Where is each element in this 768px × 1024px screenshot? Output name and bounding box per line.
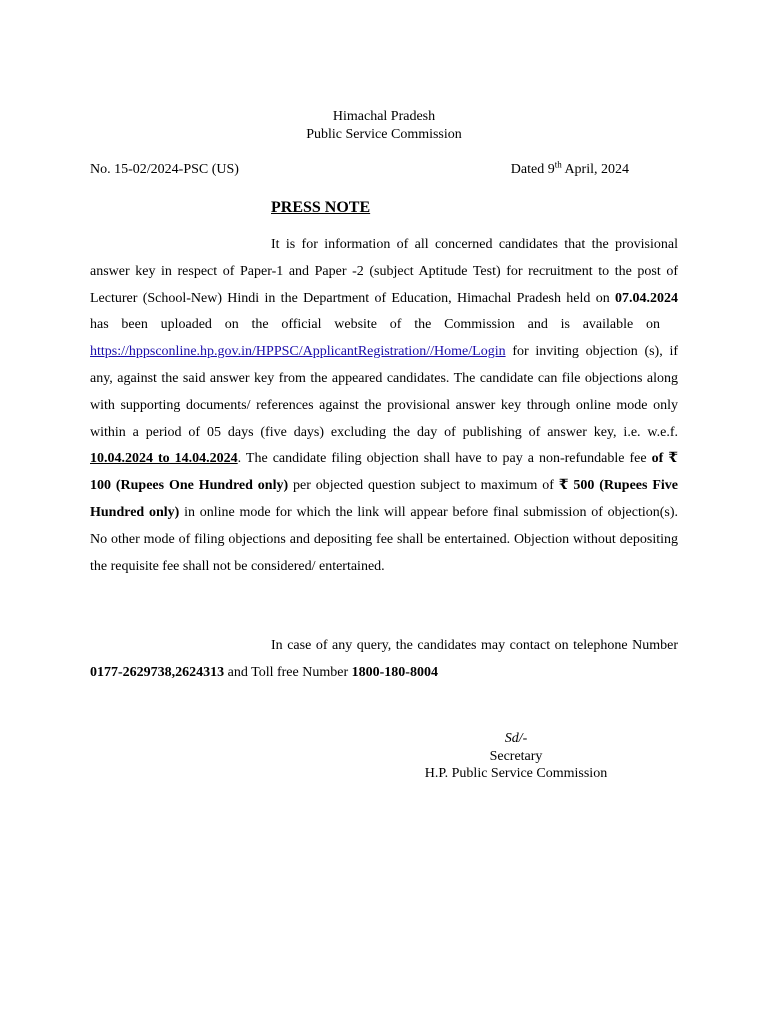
body-paragraph-1 — [90, 232, 678, 580]
org-state: Himachal Pradesh — [332, 109, 436, 124]
objection-period: 10.04.2024 to 14.04.2024 — [90, 451, 238, 467]
signatory-office: H.P. Public Service Commission — [424, 766, 608, 781]
para1-text-4: . The candidate filing objection shall have to pay a non-refundable fee — [237, 451, 652, 467]
para2-text-1: In case of any query, the candidates may contact on telephone Number — [271, 638, 678, 653]
maximum-fee: ₹ 500 (Rupees Five Hundred only) — [90, 478, 678, 520]
fee-per-question: of ₹ 100 (Rupees One Hundred only) — [90, 451, 679, 494]
para1-text-6: in online mode for which the link will appear before final submission of objection(s). No other mode of filing objections and depositing fee shall be entertained. Objection without depositing the requisite fee shall not be considered/ entertained. — [90, 504, 679, 574]
para1-text-2: has been uploaded on the official website of the Commission and is available on — [90, 317, 660, 333]
signatory-designation: Secretary — [489, 748, 543, 764]
exam-date: 07.04.2024 — [615, 290, 678, 306]
toll-free-number: 1800-180-8004 — [351, 664, 438, 680]
para1-text-3: for inviting objection (s), if any, against the said answer key from the appeared candidates. The candidate can file objections along with supporting documents/ references against the provisional answer key through online mode only within a period of 05 days (five days) excluding the day of publishing of answer key, i.e. w.e.f. — [90, 344, 678, 440]
letterhead — [0, 108, 768, 144]
date-suffix: April, 2024 — [561, 162, 629, 177]
reference-number: No. 15-02/2024-PSC (US) — [90, 162, 239, 177]
telephone-numbers: 0177-2629738,2624313 — [90, 664, 225, 680]
org-name: Public Service Commission — [306, 127, 462, 142]
document-title: PRESS NOTE — [271, 199, 371, 216]
signature-block — [400, 730, 632, 783]
body-paragraph-2 — [90, 633, 678, 687]
para2-text-2: and Toll free Number — [224, 664, 352, 680]
para1-text-1: It is for information of all concerned candidates that the provisional answer key in respect of Paper-1 and Paper -2 (subject Aptitude Test) for recruitment to the post of Lecturer (School-New) Hindi in the Department of Education, Himachal Pradesh held on — [90, 237, 678, 306]
para1-text-5: per objected question subject to maximum of — [288, 478, 559, 494]
date-prefix: Dated 9 — [510, 162, 555, 177]
website-link[interactable]: https://hppsconline.hp.gov.in/HPPSC/ApplicantRegistration//Home/Login — [90, 344, 506, 360]
date-ordinal: th — [554, 159, 562, 170]
issue-date — [511, 161, 629, 179]
signature-mark: Sd/- — [504, 731, 528, 746]
